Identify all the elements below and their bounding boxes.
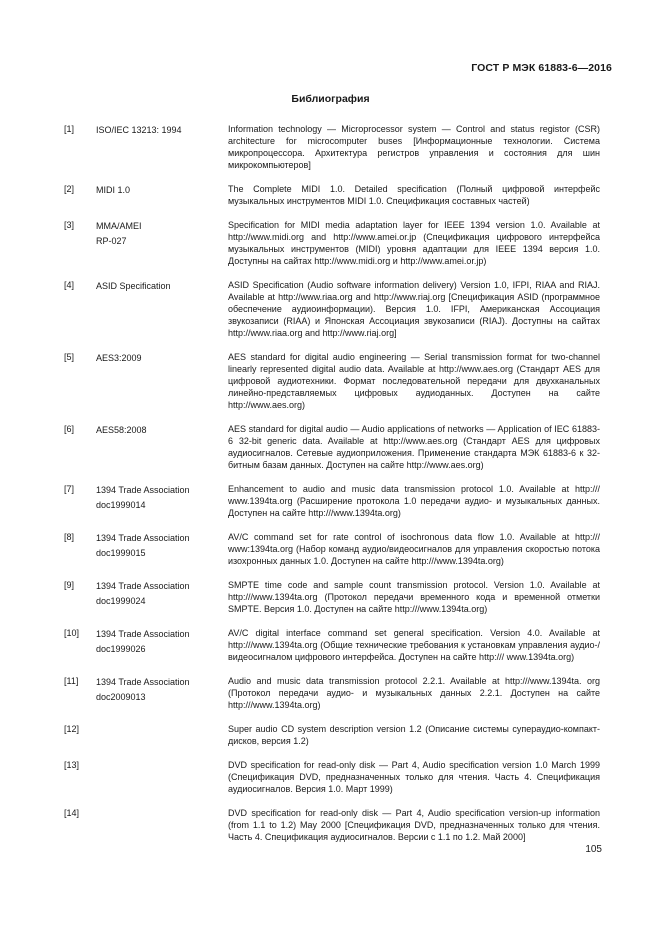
reference-source bbox=[96, 483, 224, 513]
reference-source bbox=[96, 183, 224, 198]
reference-source bbox=[96, 279, 224, 294]
reference-description: AV/C command set for rate control of isochronous data flow 1.0. Available at http:/// www:1394ta.org (Набор команд аудио/видеосигналов для управления скоростью потока изохронных данных 1.0. Доступен на сайте http:///www.1394ta.org) bbox=[228, 532, 600, 566]
reference-source-line: MMA/AMEI bbox=[96, 221, 142, 231]
reference-number: [11] bbox=[64, 676, 79, 686]
reference-source bbox=[96, 531, 224, 561]
reference-entry bbox=[64, 807, 600, 843]
reference-source-line: 1394 Trade Association bbox=[96, 533, 190, 543]
reference-entry bbox=[64, 723, 600, 747]
reference-number: [10] bbox=[64, 628, 80, 638]
reference-description: Audio and music data transmission protocol 2.2.1. Available at http:///www.1394ta. org (Протокол передачи аудио- и музыкальных данных 2.2.1. Доступен на сайте http:///www.1394ta.org) bbox=[228, 676, 600, 710]
reference-entry bbox=[64, 759, 600, 795]
standard-header: ГОСТ Р МЭК 61883-6—2016 bbox=[471, 62, 612, 74]
reference-source-line: doc2009013 bbox=[96, 692, 146, 702]
reference-number: [4] bbox=[64, 280, 75, 290]
reference-entry bbox=[64, 123, 600, 171]
reference-number: [13] bbox=[64, 760, 80, 770]
reference-entry bbox=[64, 219, 600, 267]
reference-source bbox=[96, 423, 224, 438]
reference-description: AES standard for digital audio — Audio applications of networks — Application of IEC 61883-6 32-bit generic data. Available at http://www.aes.org (Стандарт AES для цифровых аудиосигналов. Сетевые аудиоприложения. Применение стандарта МЭК 61883-6 к 32-битным базам данных. Доступен на сайте http://www.aes.org) bbox=[228, 424, 600, 470]
reference-entry bbox=[64, 351, 600, 411]
reference-number: [5] bbox=[64, 352, 75, 362]
reference-entry bbox=[64, 483, 600, 519]
reference-entry bbox=[64, 423, 600, 471]
bibliography-list bbox=[64, 123, 600, 855]
reference-source-line: 1394 Trade Association bbox=[96, 485, 190, 495]
reference-source bbox=[96, 123, 224, 138]
reference-source bbox=[96, 351, 224, 366]
reference-source-line: AES58:2008 bbox=[96, 425, 147, 435]
reference-source bbox=[96, 627, 224, 657]
reference-description: Information technology — Microprocessor system — Control and status registor (CSR) architecture for microcomputer buses [Информационные технологии. Система микропроцессора. Архитектура регистров управления и состояния для шин микрокомпьютеров] bbox=[228, 124, 600, 170]
reference-source-line: ASID Specification bbox=[96, 281, 171, 291]
reference-number: [1] bbox=[64, 124, 75, 134]
reference-source-line: doc1999024 bbox=[96, 596, 146, 606]
reference-description: DVD specification for read-only disk — Part 4, Audio specification version-up information (from 1.1 to 1.2) May 2000 [Спецификация DVD, предназначенных только для чтения. Часть 4. Спецификация аудиосигналов. Версии с 1.1 по 1.2. Май 2000] bbox=[228, 808, 600, 842]
reference-entry bbox=[64, 627, 600, 663]
reference-description: DVD specification for read-only disk — Part 4, Audio specification version 1.0 March 1999 (Спецификация DVD, предназначенных только для чтения. Часть 4. Спецификация аудиосигналов. Версия 1.0. Март 1999) bbox=[228, 760, 600, 794]
reference-source-line: ISO/IEC 13213: 1994 bbox=[96, 125, 182, 135]
reference-entry bbox=[64, 579, 600, 615]
reference-description: SMPTE time code and sample count transmission protocol. Version 1.0. Available at http:///www.1394ta.org (Протокол передачи временного кода и временной отметки SMPTE. Версия 1.0. Доступен на сайте http:///www.1394ta.org) bbox=[228, 580, 600, 614]
reference-number: [2] bbox=[64, 184, 75, 194]
reference-description: Specification for MIDI media adaptation layer for IEEE 1394 version 1.0. Available at http://www.midi.org and http://www.amei.or.jp (Спецификация цифрового интерфейса музыкальных инструментов (MIDI) уровня адаптации для IEEE 1394 версия 1.0. Доступны на сайтах http://www.midi.org и http://www.amei.or.jp) bbox=[228, 220, 600, 266]
page-title: Библиография bbox=[291, 93, 370, 105]
reference-source-line: doc1999026 bbox=[96, 644, 146, 654]
reference-source-line: 1394 Trade Association bbox=[96, 677, 190, 687]
reference-source bbox=[96, 579, 224, 609]
reference-source-line: MIDI 1.0 bbox=[96, 185, 131, 195]
reference-description: AV/C digital interface command set general specification. Version 4.0. Available at http:///www.1394ta.org (Общие технические требования к установкам управления аудио-/видеосигналом цифрового интерфейса. Доступен на сайте http:/// www.1394ta.org) bbox=[228, 628, 600, 662]
reference-source-line: doc1999015 bbox=[96, 548, 146, 558]
reference-source-line: RP-027 bbox=[96, 236, 127, 246]
reference-entry bbox=[64, 279, 600, 339]
reference-source-line: AES3:2009 bbox=[96, 353, 142, 363]
reference-number: [12] bbox=[64, 724, 80, 734]
reference-entry bbox=[64, 183, 600, 207]
reference-entry bbox=[64, 531, 600, 567]
reference-source-line: 1394 Trade Association bbox=[96, 581, 190, 591]
reference-source-line: doc1999014 bbox=[96, 500, 146, 510]
reference-number: [3] bbox=[64, 220, 75, 230]
reference-description: ASID Specification (Audio software information delivery) Version 1.0, IFPI, RIAA and RIAJ. Available at http://www.riaa.org and http://www.riaj.org [Спецификация ASID (программное обеспечение аудиоинформации). Версия 1.0. IFPI, Американская Ассоциация звукозаписи (RIAA) и Японская Ассоциация звукозаписи (RIAJ). Доступны на сайтах http://www.riaa.org and http://www.riaj.org] bbox=[228, 280, 600, 338]
reference-source-line: 1394 Trade Association bbox=[96, 629, 190, 639]
reference-number: [7] bbox=[64, 484, 75, 494]
reference-entry bbox=[64, 675, 600, 711]
reference-description: AES standard for digital audio engineering — Serial transmission format for two-channel linearly represented digital audio data. Available at http://www.aes.org (Стандарт AES для цифровой аудиотехники. Формат последовательной передачи для двухканальных линейно-представляемых цифровых аудиоданных. Доступен на сайте http://www.aes.org) bbox=[228, 352, 600, 410]
reference-source bbox=[96, 219, 224, 249]
reference-description: The Complete MIDI 1.0. Detailed specification (Полный цифровой интерфейс музыкальных инструментов MIDI 1.0. Спецификация составных частей) bbox=[228, 184, 600, 206]
reference-number: [14] bbox=[64, 808, 80, 818]
reference-number: [6] bbox=[64, 424, 75, 434]
reference-description: Super audio CD system description version 1.2 (Описание системы суперaудио-компакт-дисков, версия 1.2) bbox=[228, 724, 600, 746]
reference-source bbox=[96, 675, 224, 705]
reference-number: [8] bbox=[64, 532, 75, 542]
reference-description: Enhancement to audio and music data transmission protocol 1.0. Available at http:/// www.1394ta.org (Расширение протокола 1.0 передачи аудио- и музыкальных данных. Доступен на сайте http:///www.1394ta.org) bbox=[228, 484, 600, 518]
reference-number: [9] bbox=[64, 580, 75, 590]
page-number: 105 bbox=[585, 844, 602, 855]
